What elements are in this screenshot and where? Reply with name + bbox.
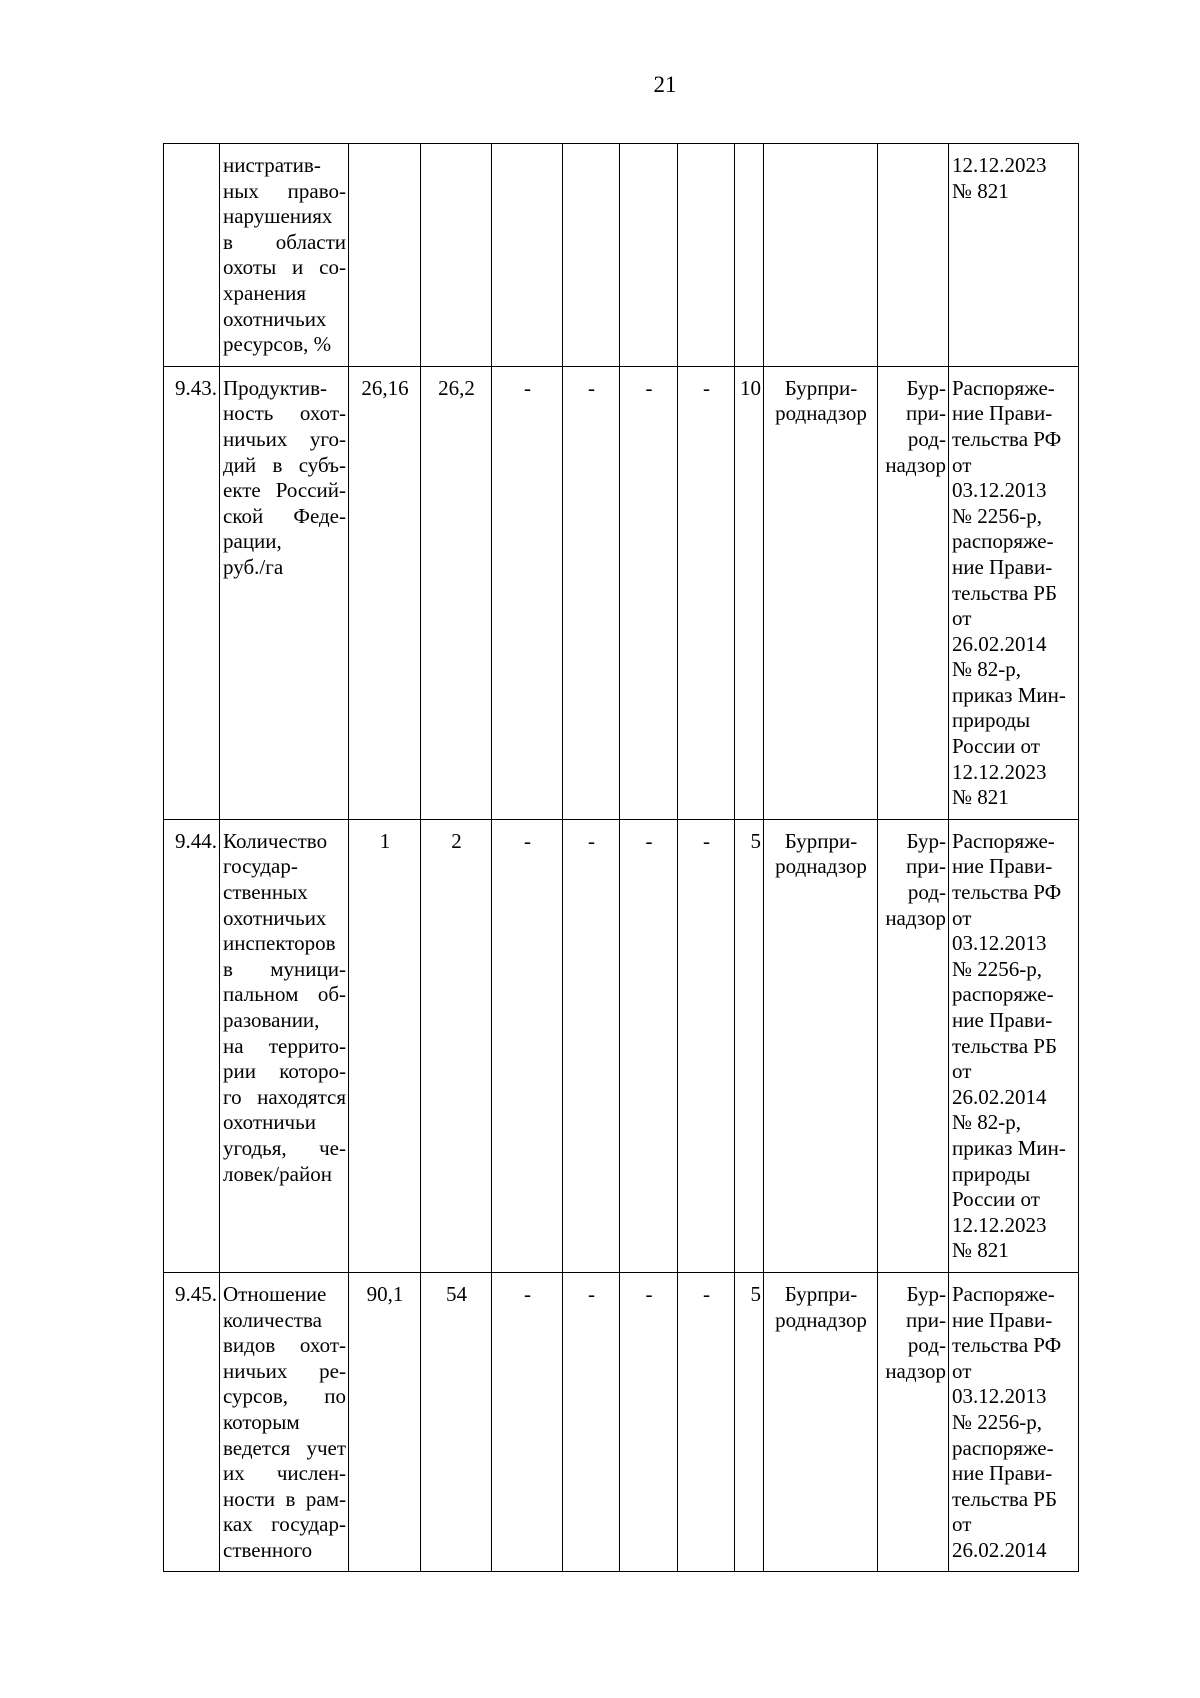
indicator-line <box>223 281 346 307</box>
indicator-line <box>223 906 346 932</box>
org-line: Бур- <box>906 828 946 853</box>
org-line: при- <box>906 1307 946 1332</box>
document-line: 03.12.2013 <box>952 931 1047 956</box>
org-line: при- <box>906 401 946 426</box>
indicator-word: ственных <box>223 880 308 905</box>
value-cell-v1: 90,1 <box>349 1272 421 1572</box>
indicator-line <box>223 555 346 581</box>
document-line: тельства РФ <box>952 1333 1062 1358</box>
value-cell-v5: - <box>620 1272 678 1572</box>
indicator-word: их <box>223 1461 245 1486</box>
indicator-word: право- <box>287 178 346 203</box>
org-line: Бур- <box>906 375 946 400</box>
indicator-word: в <box>223 229 233 254</box>
document-line: № 2256-р, <box>952 503 1043 528</box>
indicator-word: пальном <box>223 982 299 1007</box>
responsible-org-cell <box>764 1272 878 1572</box>
indicator-line <box>223 1034 346 1060</box>
indicator-word: ре- <box>319 1358 346 1383</box>
indicator-line <box>223 427 346 453</box>
value-cell-v3 <box>492 144 563 367</box>
responsible-org-cell <box>764 366 878 819</box>
value-cell-v2: 2 <box>421 819 492 1272</box>
table-row <box>164 1272 1079 1572</box>
value-cell-v6 <box>678 144 735 367</box>
value-cell-v3: - <box>492 819 563 1272</box>
row-number-cell: 9.43. <box>164 366 220 819</box>
indicator-word: и <box>292 255 304 280</box>
indicator-line <box>223 1487 346 1513</box>
document-line: тельства РФ <box>952 880 1062 905</box>
org-line: род- <box>907 1333 946 1358</box>
indicator-line <box>223 153 346 179</box>
indicator-line <box>223 255 346 281</box>
row-number-cell: 9.45. <box>164 1272 220 1572</box>
indicator-line <box>223 1384 346 1410</box>
indicator-word: государ- <box>271 1512 346 1537</box>
indicator-line <box>223 504 346 530</box>
value-cell-v1: 26,16 <box>349 366 421 819</box>
document-line: России от <box>952 734 1040 759</box>
document-line: 26.02.2014 <box>952 1537 1047 1562</box>
indicator-word: террито- <box>268 1033 346 1058</box>
indicator-line <box>223 1538 346 1564</box>
indicator-word: охотничьих <box>223 905 327 930</box>
document-line: ние Прави- <box>952 401 1053 426</box>
indicator-word: хранения <box>223 280 307 305</box>
indicator-line <box>223 230 346 256</box>
value-cell-v2 <box>421 144 492 367</box>
document-line: тельства РБ <box>952 580 1057 605</box>
table-row <box>164 144 1079 367</box>
indicator-word: ность <box>223 401 274 426</box>
responsible-org-cell <box>764 819 878 1272</box>
indicator-word: числен- <box>276 1461 346 1486</box>
indicator-word: охот- <box>299 401 346 426</box>
indicator-word: ственного <box>223 1537 313 1562</box>
indicator-word: ных <box>223 178 259 203</box>
legal-document-cell <box>949 144 1079 367</box>
indicator-word: ловек/район <box>223 1161 332 1186</box>
document-line: № 821 <box>952 1238 1009 1263</box>
org-line: род- <box>907 426 946 451</box>
indicator-line <box>223 1110 346 1136</box>
org-line: роднадзор <box>775 401 867 426</box>
indicator-name-cell <box>220 144 349 367</box>
indicator-line <box>223 529 346 555</box>
indicator-line <box>223 478 346 504</box>
indicator-word: субъ- <box>298 452 346 477</box>
indicator-word: Феде- <box>293 503 346 528</box>
executor-org-cell <box>878 144 949 367</box>
indicator-line <box>223 1162 346 1188</box>
indicator-word: в <box>223 956 233 981</box>
indicator-line <box>223 1282 346 1308</box>
indicators-table <box>163 143 1079 1572</box>
executor-org-cell <box>878 819 949 1272</box>
indicator-word: ничьих <box>223 426 288 451</box>
indicator-name-cell <box>220 1272 349 1572</box>
indicator-word: ничьих <box>223 1358 288 1383</box>
indicator-line <box>223 376 346 402</box>
table-row <box>164 366 1079 819</box>
value-cell-v1: 1 <box>349 819 421 1272</box>
value-cell-v7: 5 <box>735 819 764 1272</box>
indicator-word: дий <box>223 452 257 477</box>
indicator-line <box>223 1436 346 1462</box>
legal-document-cell <box>949 366 1079 819</box>
document-line: № 82-р, <box>952 1110 1022 1135</box>
value-cell-v4: - <box>563 819 620 1272</box>
value-cell-v5: - <box>620 819 678 1272</box>
indicator-name-cell <box>220 366 349 819</box>
indicator-line <box>223 179 346 205</box>
indicator-line <box>223 1333 346 1359</box>
legal-document-cell <box>949 819 1079 1272</box>
indicator-word: нистратив- <box>223 153 321 177</box>
document-line: от <box>952 1512 972 1537</box>
indicator-word: на <box>223 1033 244 1058</box>
document-line: тельства РБ <box>952 1033 1057 1058</box>
document-line: Распоряже- <box>952 375 1055 400</box>
document-line: ние Прави- <box>952 1461 1053 1486</box>
indicator-word: Продуктив- <box>223 375 327 400</box>
document-line: приказ Мин- <box>952 682 1066 707</box>
indicator-line <box>223 854 346 880</box>
document-line: 03.12.2013 <box>952 1384 1047 1409</box>
indicator-word: ведется <box>223 1435 291 1460</box>
value-cell-v3: - <box>492 1272 563 1572</box>
indicator-word: области <box>275 229 346 254</box>
legal-document-cell <box>949 1272 1079 1572</box>
indicator-line <box>223 204 346 230</box>
indicator-word: екте <box>223 478 261 503</box>
document-line: 12.12.2023 <box>952 759 1047 784</box>
row-number-cell: 9.44. <box>164 819 220 1272</box>
indicator-line <box>223 957 346 983</box>
indicator-line <box>223 1059 346 1085</box>
document-line: 12.12.2023 <box>952 153 1047 177</box>
indicator-word: рации, <box>223 529 282 554</box>
document-line: от <box>952 905 972 930</box>
table-row <box>164 819 1079 1272</box>
document-line: 26.02.2014 <box>952 1084 1047 1109</box>
indicator-word: сурсов, <box>223 1384 289 1409</box>
org-line: роднадзор <box>775 1307 867 1332</box>
value-cell-v1 <box>349 144 421 367</box>
document-line: ние Прави- <box>952 1008 1053 1032</box>
indicator-word: че- <box>319 1135 346 1160</box>
document-line: от <box>952 1059 972 1084</box>
value-cell-v7: 5 <box>735 1272 764 1572</box>
indicator-word: охотничьих <box>223 306 327 331</box>
indicator-line <box>223 1008 346 1034</box>
indicator-word: уго- <box>309 426 346 451</box>
value-cell-v2: 54 <box>421 1272 492 1572</box>
value-cell-v2: 26,2 <box>421 366 492 819</box>
executor-org-cell <box>878 366 949 819</box>
value-cell-v3: - <box>492 366 563 819</box>
indicator-word: учет <box>306 1435 346 1460</box>
indicator-word: рам- <box>305 1486 346 1511</box>
value-cell-v6: - <box>678 1272 735 1572</box>
org-line: Бурпри- <box>784 828 858 853</box>
indicator-line <box>223 880 346 906</box>
indicator-word: муници- <box>270 956 346 981</box>
document-line: распоряже- <box>952 1435 1054 1460</box>
indicator-line <box>223 1308 346 1334</box>
document-line: ние Прави- <box>952 554 1053 579</box>
value-cell-v5: - <box>620 366 678 819</box>
document-line: тельства РБ <box>952 1486 1057 1511</box>
indicator-word: угодья, <box>223 1135 287 1160</box>
document-line: № 821 <box>952 785 1009 810</box>
indicator-line <box>223 1410 346 1436</box>
org-line: Бурпри- <box>784 375 858 400</box>
row-number-cell <box>164 144 220 367</box>
document-line: ние Прави- <box>952 1307 1053 1332</box>
document-line: от <box>952 1358 972 1383</box>
indicator-line <box>223 1512 346 1538</box>
document-line: от <box>952 452 972 477</box>
indicator-word: охоты <box>223 255 277 280</box>
document-line: № 821 <box>952 178 1009 203</box>
indicator-word: со- <box>319 255 346 280</box>
org-line: Бурпри- <box>784 1281 858 1306</box>
document-line: природы <box>952 1161 1031 1186</box>
value-cell-v6: - <box>678 366 735 819</box>
responsible-org-cell <box>764 144 878 367</box>
indicator-word: государ- <box>223 854 298 879</box>
document-line: распоряже- <box>952 529 1054 554</box>
org-line: надзор <box>885 1358 946 1383</box>
indicator-word: Количество <box>223 828 328 853</box>
value-cell-v7: 10 <box>735 366 764 819</box>
indicator-word: количества <box>223 1307 322 1332</box>
indicator-word: го <box>223 1084 242 1109</box>
indicator-line <box>223 1359 346 1385</box>
document-line: № 2256-р, <box>952 1409 1043 1434</box>
indicator-word: в <box>285 1486 296 1511</box>
indicator-word: находятся <box>257 1084 346 1109</box>
indicator-word: рии <box>223 1059 256 1084</box>
document-line: тельства РФ <box>952 426 1062 451</box>
org-line: надзор <box>885 905 946 930</box>
document-line: приказ Мин- <box>952 1135 1066 1160</box>
indicator-name-cell <box>220 819 349 1272</box>
indicator-word: об- <box>317 982 346 1007</box>
indicator-word: инспекторов <box>223 931 336 956</box>
indicator-word: ресурсов, % <box>223 332 332 357</box>
executor-org-cell <box>878 1272 949 1572</box>
value-cell-v4 <box>563 144 620 367</box>
document-line: от <box>952 606 972 631</box>
document-line: Распоряже- <box>952 828 1055 853</box>
indicator-line <box>223 401 346 427</box>
indicator-word: видов <box>223 1333 276 1358</box>
indicator-word: которым <box>223 1409 300 1434</box>
org-line: роднадзор <box>775 854 867 879</box>
value-cell-v4: - <box>563 1272 620 1572</box>
indicator-word: в <box>272 452 283 477</box>
indicator-line <box>223 453 346 479</box>
document-line: ние Прави- <box>952 854 1053 879</box>
document-line: природы <box>952 708 1031 733</box>
indicator-line <box>223 332 346 358</box>
document-line: 03.12.2013 <box>952 478 1047 503</box>
indicator-word: по <box>324 1384 346 1409</box>
document-line: России от <box>952 1187 1040 1212</box>
indicator-word: разовании, <box>223 1008 320 1032</box>
indicator-line <box>223 1136 346 1162</box>
document-line: Распоряже- <box>952 1281 1055 1306</box>
indicator-word: охот- <box>299 1333 346 1358</box>
value-cell-v5 <box>620 144 678 367</box>
page-number: 21 <box>653 72 677 97</box>
document-line: 26.02.2014 <box>952 631 1047 656</box>
value-cell-v7 <box>735 144 764 367</box>
indicator-word: которо- <box>279 1059 346 1084</box>
indicator-word: Отношение <box>223 1281 327 1306</box>
org-line: при- <box>906 854 946 879</box>
indicator-word: ках <box>223 1512 253 1537</box>
indicator-line <box>223 307 346 333</box>
org-line: Бур- <box>906 1281 946 1306</box>
org-line: надзор <box>885 452 946 477</box>
indicator-word: охотничьи <box>223 1110 316 1135</box>
document-line: распоряже- <box>952 982 1054 1007</box>
indicator-word: ской <box>223 503 264 528</box>
value-cell-v4: - <box>563 366 620 819</box>
indicator-line <box>223 982 346 1008</box>
org-line: род- <box>907 880 946 905</box>
document-line: № 2256-р, <box>952 956 1043 981</box>
indicator-line <box>223 1461 346 1487</box>
indicator-word: ности <box>223 1486 275 1511</box>
indicator-word: Россий- <box>275 478 346 503</box>
indicator-line <box>223 1085 346 1111</box>
value-cell-v6: - <box>678 819 735 1272</box>
document-line: 12.12.2023 <box>952 1212 1047 1237</box>
indicator-line <box>223 931 346 957</box>
indicator-word: руб./га <box>223 554 284 579</box>
document-line: № 82-р, <box>952 657 1022 682</box>
indicator-word: нарушениях <box>223 204 333 229</box>
indicator-line <box>223 829 346 855</box>
